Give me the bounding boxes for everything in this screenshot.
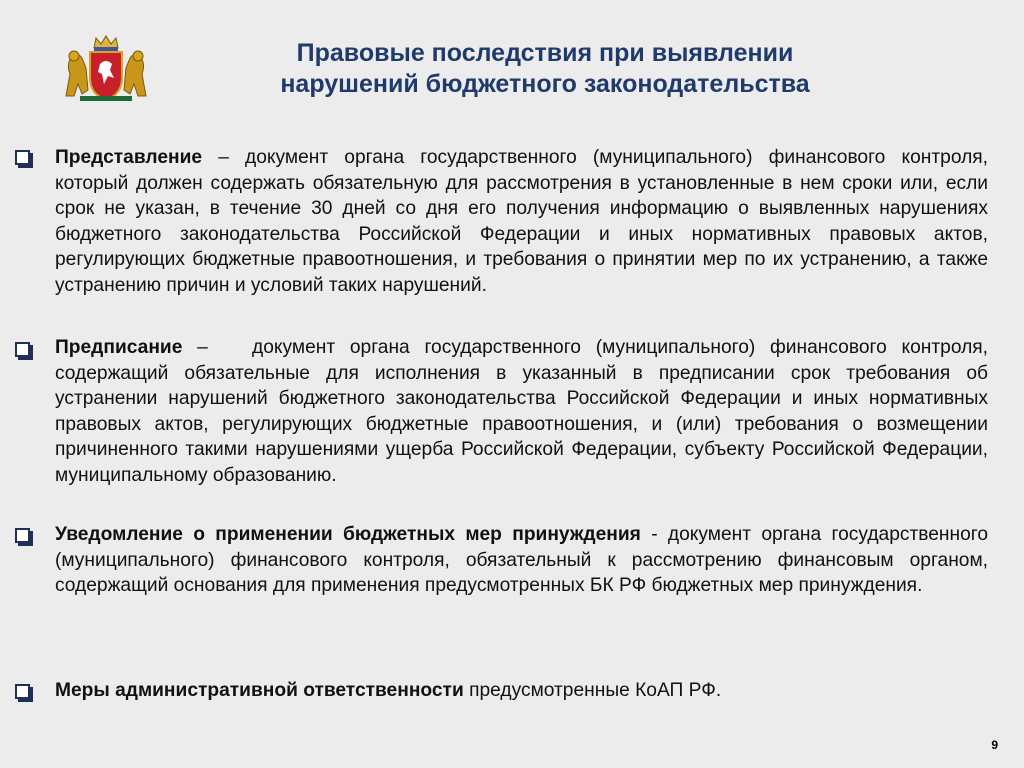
title-line-1: Правовые последствия при выявлении [296, 39, 794, 67]
bullet-separator: - [640, 524, 668, 545]
checkbox-bullet-icon [15, 342, 30, 357]
bullet-text [55, 335, 988, 488]
bullet-body: документ органа государственного (муниципального) финансового контроля, который должен содержать обязательную для рассмотрения в установленные в нем сроки или, если срок не указан, в течение 30 дней со дня его получения информацию о выявленных нарушениях бюджетного законодательства Российской Федерации и иных нормативных правовых актов, регулирующих бюджетные правоотношения, и требования о принятии мер по их устранению, а также устранению причин и условий таких нарушений. [55, 147, 988, 296]
bullet-text [55, 678, 988, 704]
bullet-text [55, 522, 988, 599]
bullet-term: Уведомление о применении бюджетных мер принуждения [55, 524, 641, 545]
bullet-body: предусмотренные КоАП РФ. [469, 680, 722, 701]
bullet-term: Предписание [55, 337, 183, 358]
bullet-term: Меры административной ответственности [55, 680, 464, 701]
checkbox-bullet-icon [15, 150, 30, 165]
bullet-body: документ органа государственного (муниципального) финансового контроля, обязательный к рассмотрению финансовым органом, содержащий основания для применения предусмотренных БК РФ бюджетных мер принуждения. [55, 524, 989, 596]
checkbox-bullet-icon [15, 528, 30, 543]
title-line-2: нарушений бюджетного законодательства [280, 70, 810, 98]
bullet-term: Представление [55, 147, 203, 168]
bullet-text [55, 145, 988, 298]
page-title [180, 38, 910, 100]
coat-of-arms-icon [60, 34, 152, 104]
bullet-separator: – [202, 147, 246, 168]
page-number: 9 [991, 738, 998, 752]
bullet-separator: – [182, 337, 253, 358]
bullet-body: документ органа государственного (муниципального) финансового контроля, содержащий обязательные для исполнения в указанный в предписании срок требования об устранении нарушений бюджетного законодательства Российской Федерации и иных нормативных правовых актов, регулирующих бюджетные правоотношения, и (или) требования о возмещении причиненного такими нарушениями ущерба Российской Федерации, субъекту Российской Федерации, муниципальному образованию. [55, 337, 988, 486]
checkbox-bullet-icon [15, 684, 30, 699]
